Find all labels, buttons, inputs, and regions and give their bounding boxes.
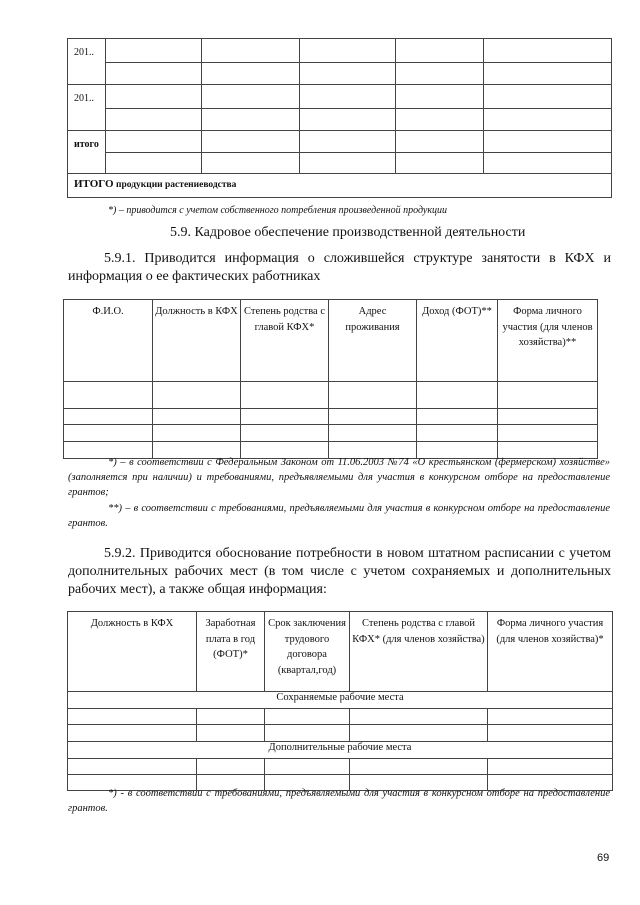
page-number: 69	[597, 852, 610, 864]
row-label-itogo: итого	[68, 131, 106, 174]
production-table	[67, 38, 612, 198]
header-kinship: Степень родства с главой КФХ*	[241, 300, 329, 382]
table-row	[64, 382, 598, 409]
footnote-5-9-2: *) - в соответствии с требованиями, предъявляемыми для участия в конкурсном отборе на предоставление грантов.	[68, 788, 610, 814]
header-position: Должность в КФХ	[153, 300, 241, 382]
paragraph-5-9-1: 5.9.1. Приводится информация о сложившейся структуре занятости в КФХ и информация о ее фактических работниках	[68, 251, 611, 284]
header-salary: Заработная плата в год (ФОТ)*	[197, 612, 265, 692]
footnote-1: *) – в соответствии с Федеральным Законом от 11.06.2003 №74 «О крестьянском (фермерском) хозяйстве» (заполняется при наличии) и требованиями, предъявляемыми для участия в конкурсном отборе на предоставление грантов;	[68, 457, 610, 498]
row-label-year-2: 201..	[68, 85, 106, 131]
table-row	[68, 759, 613, 775]
header-kinship: Степень родства с главой КФХ* (для членов хозяйства)	[350, 612, 488, 692]
header-income: Доход (ФОТ)**	[417, 300, 498, 382]
header-participation: Форма личного участия (для членов хозяйства)**	[498, 300, 598, 382]
paragraph-5-9-2: 5.9.2. Приводится обоснование потребности в новом штатном расписании с учетом дополнительных рабочих мест (в том числе с учетом сохраняемых и дополнительных рабочих мест), а также общая информация:	[68, 546, 611, 597]
header-contract-term: Срок заключения трудового договора (квартал,год)	[265, 612, 350, 692]
total-production-row	[68, 174, 612, 198]
group-saved-jobs: Сохраняемые рабочие места	[68, 692, 613, 709]
footnote-2: **) – в соответствии с требованиями, предъявляемыми для участия в конкурсном отборе на предоставление грантов.	[68, 503, 610, 529]
header-address: Адрес проживания	[329, 300, 417, 382]
header-participation: Форма личного участия (для членов хозяйства)*	[488, 612, 613, 692]
total-label-rest: продукции растениеводства	[113, 180, 237, 190]
section-title: 5.9. Кадровое обеспечение производственной деятельности	[170, 225, 526, 240]
total-label-bold: ИТОГО	[74, 178, 114, 190]
row-label-year-1: 201..	[68, 39, 106, 85]
header-fio: Ф.И.О.	[64, 300, 153, 382]
table-row	[64, 409, 598, 425]
table-row	[68, 709, 613, 725]
table-row	[68, 725, 613, 742]
header-position: Должность в КФХ	[68, 612, 197, 692]
staffing-table	[67, 611, 613, 791]
table-row	[64, 425, 598, 442]
employment-table	[63, 299, 598, 459]
top-footnote: *) – приводится с учетом собственного потребления произведенной продукции	[108, 205, 448, 216]
group-additional-jobs: Дополнительные рабочие места	[68, 742, 613, 759]
